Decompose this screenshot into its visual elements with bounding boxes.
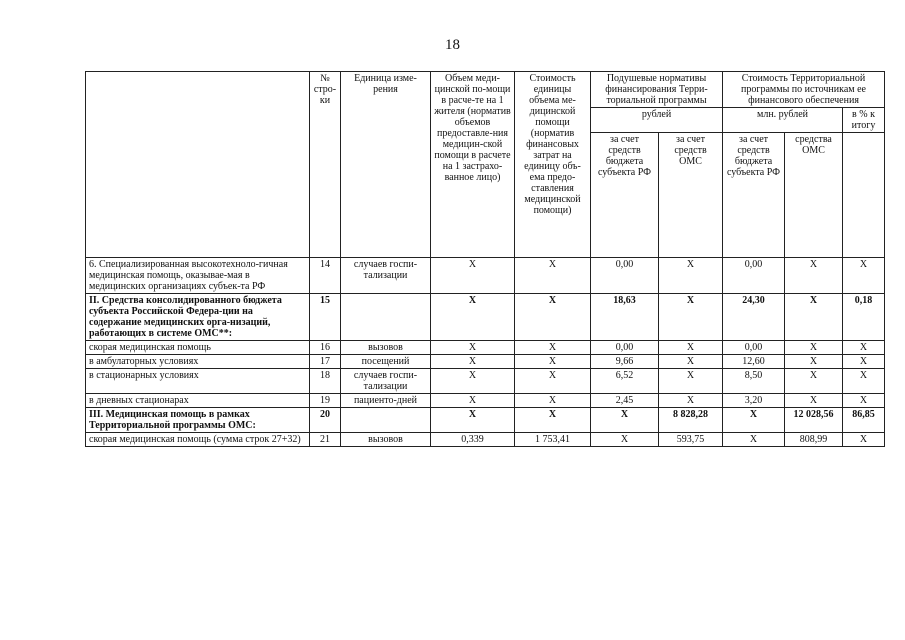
row-tc-oms: Х	[785, 369, 843, 394]
row-number: 15	[310, 294, 341, 341]
page-number: 18	[445, 37, 460, 53]
row-number: 14	[310, 258, 341, 294]
row-label: III. Медицинская помощь в рамках Территориальной программы ОМС:	[86, 408, 310, 433]
row-pc-oms: Х	[659, 258, 723, 294]
row-pc-oms: 593,75	[659, 433, 723, 447]
header-percent-total: в % к итогу	[843, 108, 885, 133]
row-cost: Х	[515, 355, 591, 369]
row-tc-oms: 12 028,56	[785, 408, 843, 433]
row-tc-budget: 3,20	[723, 394, 785, 408]
row-unit: вызовов	[341, 341, 431, 355]
row-tc-oms: Х	[785, 394, 843, 408]
row-label: II. Средства консолидированного бюджета субъекта Российской Федера-ции на содержание медицинских орга-низаций, работающих в системе ОМС**:	[86, 294, 310, 341]
row-cost: 1 753,41	[515, 433, 591, 447]
row-label: в амбулаторных условиях	[86, 355, 310, 369]
row-cost: Х	[515, 394, 591, 408]
row-pc-oms: Х	[659, 341, 723, 355]
row-number: 21	[310, 433, 341, 447]
row-cost: Х	[515, 258, 591, 294]
row-label: скорая медицинская помощь (сумма строк 27+32)	[86, 433, 310, 447]
row-volume: Х	[431, 369, 515, 394]
header-budget-subject-2: за счет средств бюджета субъекта РФ	[723, 133, 785, 258]
row-tc-oms: 808,99	[785, 433, 843, 447]
header-budget-subject: за счет средств бюджета субъекта РФ	[591, 133, 659, 258]
row-label: в стационарных условиях	[86, 369, 310, 394]
row-volume: Х	[431, 294, 515, 341]
table-row	[86, 341, 885, 355]
header-label-cell	[86, 72, 310, 258]
row-label: 6. Специализированная высокотехноло-гичная медицинская помощь, оказывае-мая в медицинских организациях субъек-та РФ	[86, 258, 310, 294]
row-pct: Х	[843, 355, 885, 369]
row-pct: Х	[843, 433, 885, 447]
row-tc-budget: 0,00	[723, 258, 785, 294]
row-unit	[341, 408, 431, 433]
row-pct: Х	[843, 341, 885, 355]
row-tc-oms: Х	[785, 294, 843, 341]
row-number: 18	[310, 369, 341, 394]
table-row	[86, 394, 885, 408]
header-per-capita: Подушевые нормативы финансирования Терри-ториальной программы	[591, 72, 723, 108]
table-row	[86, 369, 885, 394]
header-territorial-cost: Стоимость Территориальной программы по источникам ее финансового обеспечения	[723, 72, 885, 108]
row-pc-oms: 8 828,28	[659, 408, 723, 433]
row-pc-oms: Х	[659, 394, 723, 408]
header-row-1	[86, 72, 885, 108]
row-pc-budget: 9,66	[591, 355, 659, 369]
row-volume: Х	[431, 355, 515, 369]
row-pc-oms: Х	[659, 355, 723, 369]
row-unit	[341, 294, 431, 341]
row-unit: посещений	[341, 355, 431, 369]
header-oms-funds: за счет средств ОМС	[659, 133, 723, 258]
financing-table	[85, 71, 885, 447]
row-volume: Х	[431, 408, 515, 433]
row-pct: Х	[843, 394, 885, 408]
row-tc-budget: 12,60	[723, 355, 785, 369]
row-volume: Х	[431, 394, 515, 408]
row-pc-budget: 2,45	[591, 394, 659, 408]
header-rubles: рублей	[591, 108, 723, 133]
header-cost: Стоимость единицы объема ме-дицинской помощи (норматив финансовых затрат на единицу объ-ема предо-ставления медицинской помощи)	[515, 72, 591, 258]
row-pc-budget: Х	[591, 433, 659, 447]
row-cost: Х	[515, 294, 591, 341]
table-row	[86, 408, 885, 433]
table-row	[86, 433, 885, 447]
header-empty-cell	[843, 133, 885, 258]
row-pct: Х	[843, 369, 885, 394]
row-number: 20	[310, 408, 341, 433]
header-oms-funds-2: средства ОМС	[785, 133, 843, 258]
row-unit: пациенто-дней	[341, 394, 431, 408]
row-tc-oms: Х	[785, 341, 843, 355]
row-unit: вызовов	[341, 433, 431, 447]
row-volume: 0,339	[431, 433, 515, 447]
row-tc-budget: Х	[723, 408, 785, 433]
row-tc-oms: Х	[785, 355, 843, 369]
row-pct: Х	[843, 258, 885, 294]
row-tc-budget: Х	[723, 433, 785, 447]
header-unit: Единица изме-рения	[341, 72, 431, 258]
row-cost: Х	[515, 341, 591, 355]
row-label: в дневных стационарах	[86, 394, 310, 408]
row-unit: случаев госпи-тализации	[341, 369, 431, 394]
row-pc-oms: Х	[659, 369, 723, 394]
row-number: 16	[310, 341, 341, 355]
header-volume: Объем меди-цинской по-мощи в расче-те на 1 жителя (норматив объемов предоставле-ния медицин-ской помощи в расчете на 1 застрахо-ванное лицо)	[431, 72, 515, 258]
row-pc-budget: Х	[591, 408, 659, 433]
row-tc-budget: 8,50	[723, 369, 785, 394]
row-pc-budget: 0,00	[591, 258, 659, 294]
row-tc-oms: Х	[785, 258, 843, 294]
header-row-no: № стро-ки	[310, 72, 341, 258]
row-unit: случаев госпи-тализации	[341, 258, 431, 294]
row-tc-budget: 0,00	[723, 341, 785, 355]
row-cost: Х	[515, 369, 591, 394]
row-volume: Х	[431, 341, 515, 355]
row-pct: 0,18	[843, 294, 885, 341]
header-mln-rubles: млн. рублей	[723, 108, 843, 133]
row-pct: 86,85	[843, 408, 885, 433]
row-pc-budget: 0,00	[591, 341, 659, 355]
table-row	[86, 294, 885, 341]
row-number: 17	[310, 355, 341, 369]
table-row	[86, 258, 885, 294]
row-pc-budget: 18,63	[591, 294, 659, 341]
row-cost: Х	[515, 408, 591, 433]
table-row	[86, 355, 885, 369]
row-volume: Х	[431, 258, 515, 294]
row-pc-oms: Х	[659, 294, 723, 341]
row-tc-budget: 24,30	[723, 294, 785, 341]
row-label: скорая медицинская помощь	[86, 341, 310, 355]
row-number: 19	[310, 394, 341, 408]
row-pc-budget: 6,52	[591, 369, 659, 394]
